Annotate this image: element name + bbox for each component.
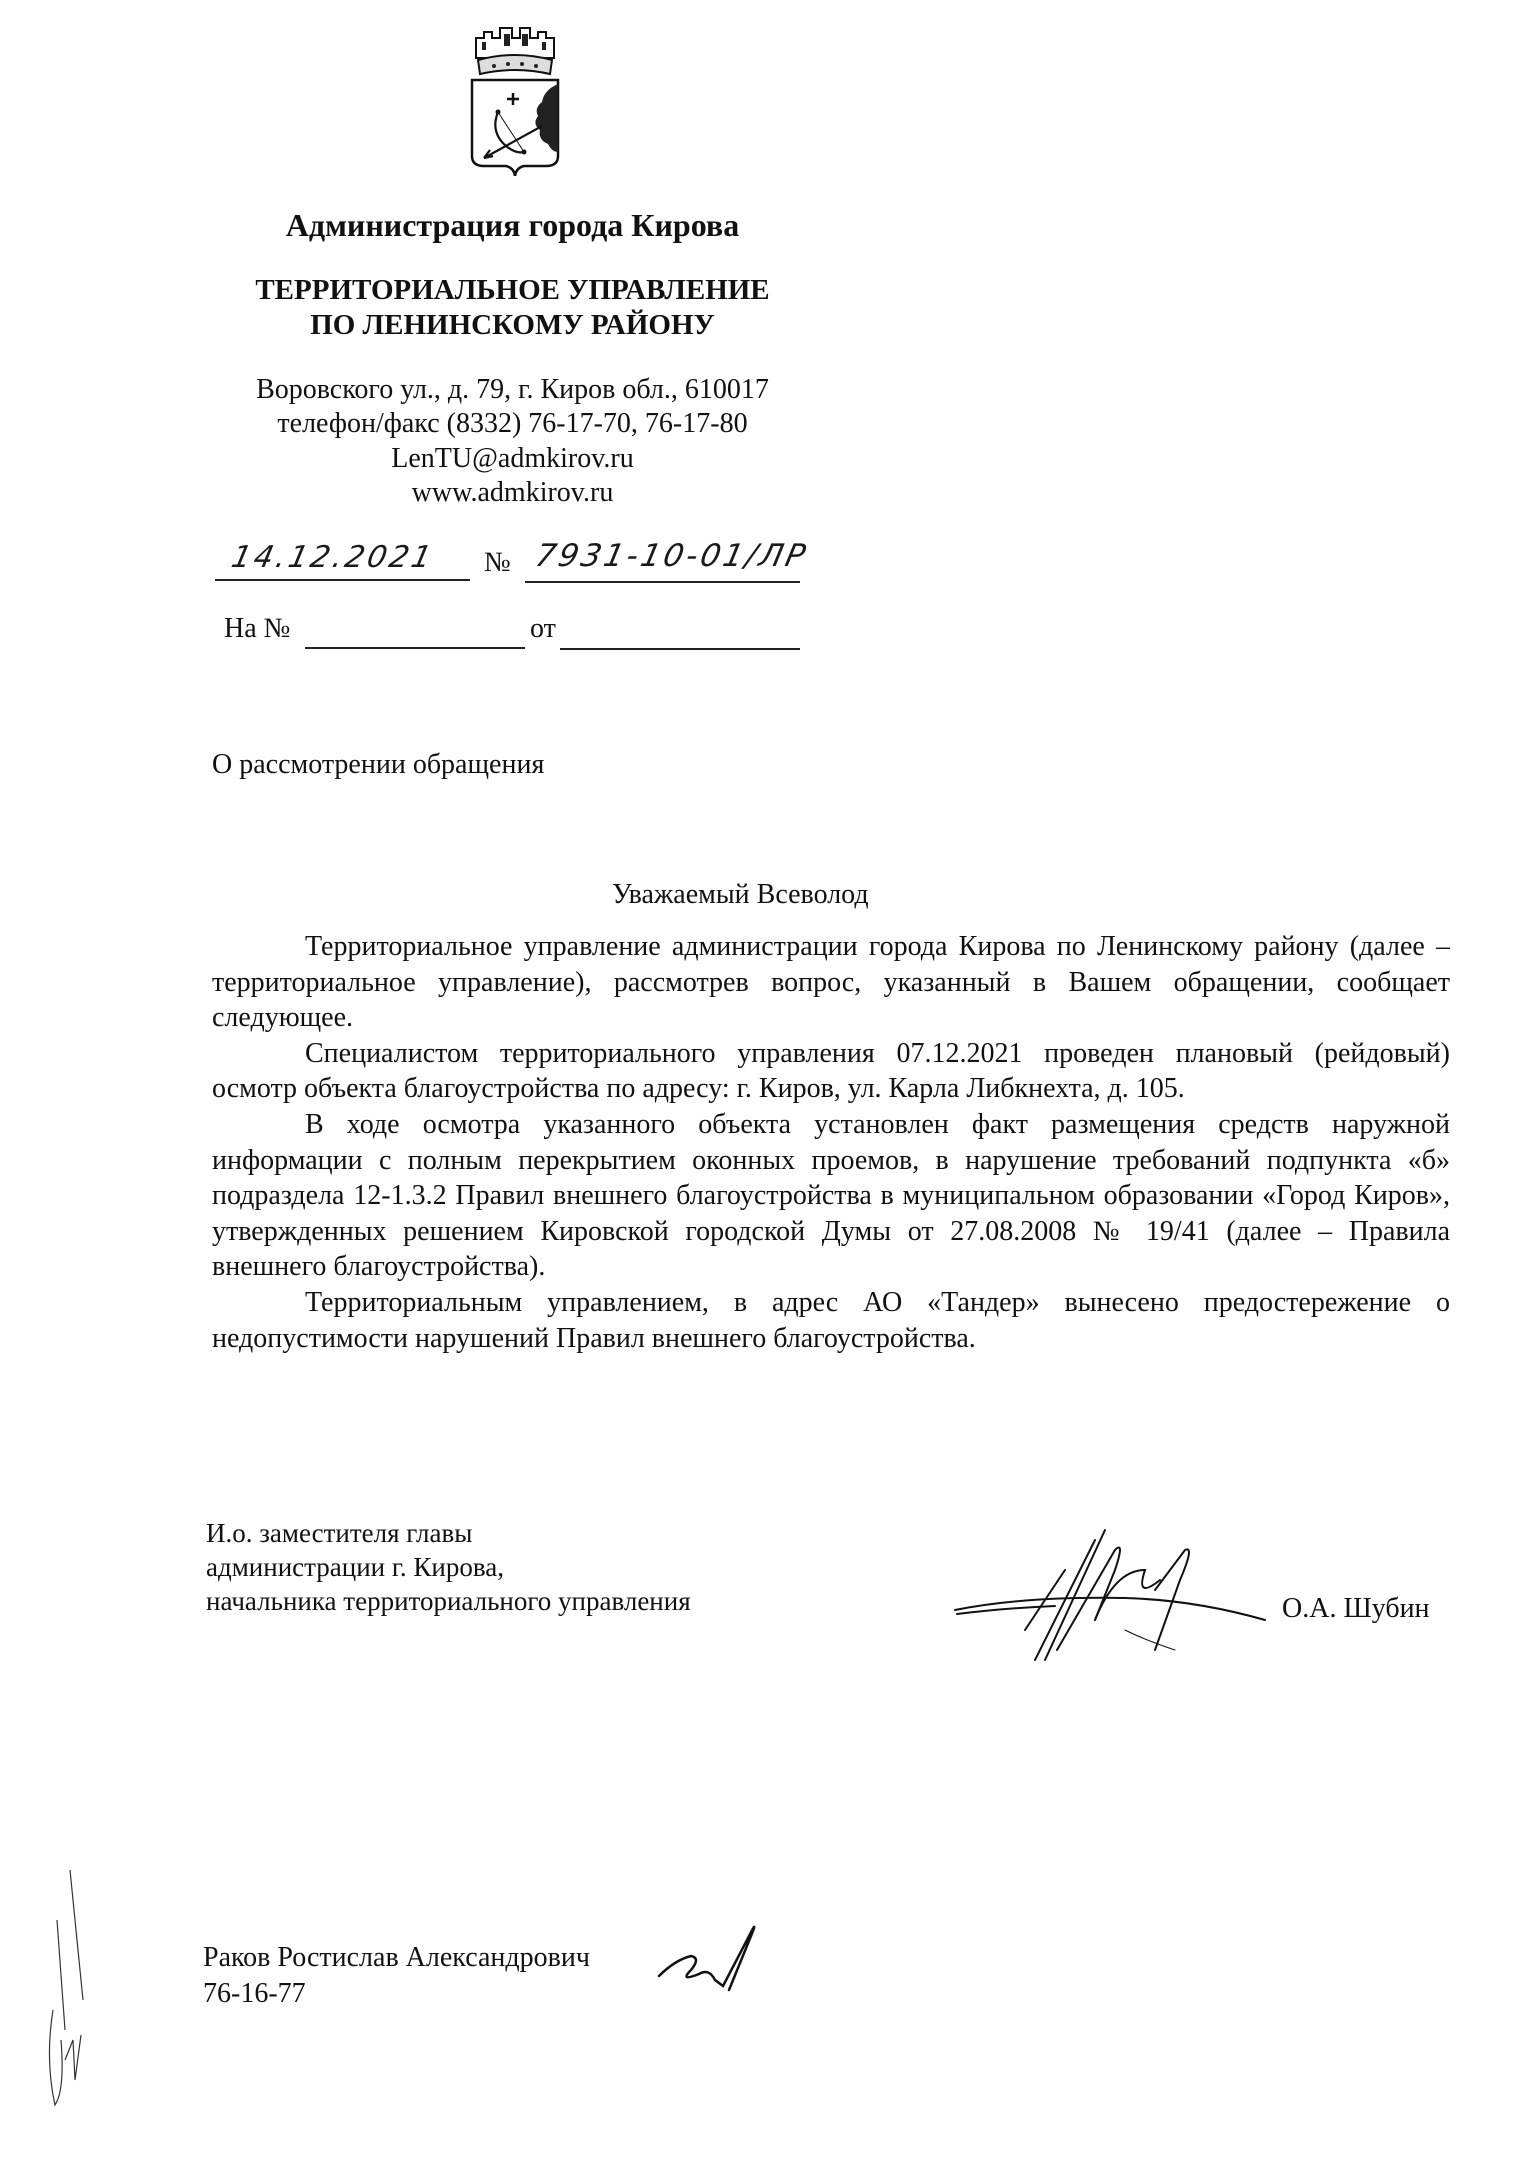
body-paragraph: В ходе осмотра указанного объекта установлен факт размещения средств наружной информации с полным перекрытием оконных проемов, в нарушение требований подпункта «б» подраздела 12-1.3.2 Правил внешнего благоустройства в муниципальном образовании «Город Киров», утвержденных решением Кировской городской Думы от 27.08.2008 № 19/41 (далее – Правила внешнего благоустройства).: [212, 1108, 1450, 1283]
executor-name: Раков Ростислав Александрович: [203, 1942, 590, 1973]
position-line-3: начальника территориального управления: [206, 1585, 691, 1616]
position-line-1: И.о. заместителя главы: [206, 1518, 473, 1548]
department-line-2: ПО ЛЕНИНСКОМУ РАЙОНУ: [310, 309, 715, 341]
greeting: Уважаемый Всеволод: [612, 879, 869, 910]
registration-number: 7931-10-01/ЛР: [532, 538, 812, 574]
organization-name: Администрация города Кирова: [285, 207, 740, 243]
body-paragraph: Специалистом территориального управления 07.12.2021 проведен плановый (рейдовый) осмотр объекта благоустройства по адресу: г. Киров, ул. Карла Либкнехта, д. 105.: [212, 1037, 1450, 1105]
letter-body: [212, 929, 1450, 1356]
executor-initials-signature-icon: [655, 1910, 785, 1995]
postal-address: Воровского ул., д. 79, г. Киров обл., 610017: [256, 374, 769, 405]
email-address[interactable]: LenTU@admkirov.ru: [391, 442, 634, 474]
signatory-name: О.А. Шубин: [1282, 1593, 1430, 1624]
website-link[interactable]: www.admkirov.ru: [411, 476, 614, 508]
handwritten-signature-icon: [945, 1510, 1275, 1670]
reply-to-underline: [305, 647, 525, 649]
department-line-1: ТЕРРИТОРИАЛЬНОЕ УПРАВЛЕНИЕ: [255, 274, 770, 306]
reply-to-label: На №: [224, 613, 291, 644]
position-line-2: администрации г. Кирова,: [206, 1551, 504, 1582]
letter-subject: О рассмотрении обращения: [212, 749, 545, 780]
signatory-position: [206, 1517, 691, 1618]
body-paragraph: Территориальное управление администрации города Кирова по Ленинскому району (далее – территориальное управление), рассмотрев вопрос, указанный в Вашем обращении, сообщает следующее.: [212, 931, 1450, 1034]
registration-date: 14.12.2021: [228, 540, 438, 575]
number-label: №: [484, 547, 511, 578]
phone-fax: телефон/факс (8332) 76-17-70, 76-17-80: [277, 408, 748, 440]
contact-block: [200, 373, 825, 510]
margin-pencil-mark-icon: [35, 1860, 105, 2110]
date-underline: [215, 579, 470, 581]
from-underline: [560, 648, 800, 650]
kirov-coat-of-arms-icon: [468, 20, 562, 176]
number-underline: [525, 581, 800, 583]
from-label: от: [530, 613, 556, 644]
body-paragraph: Территориальным управлением, в адрес АО «Тандер» вынесено предостережение о недопустимости нарушений Правил внешнего благоустройства.: [212, 1286, 1450, 1354]
executor-phone: 76-16-77: [203, 1978, 306, 2009]
department-name: [200, 273, 825, 343]
